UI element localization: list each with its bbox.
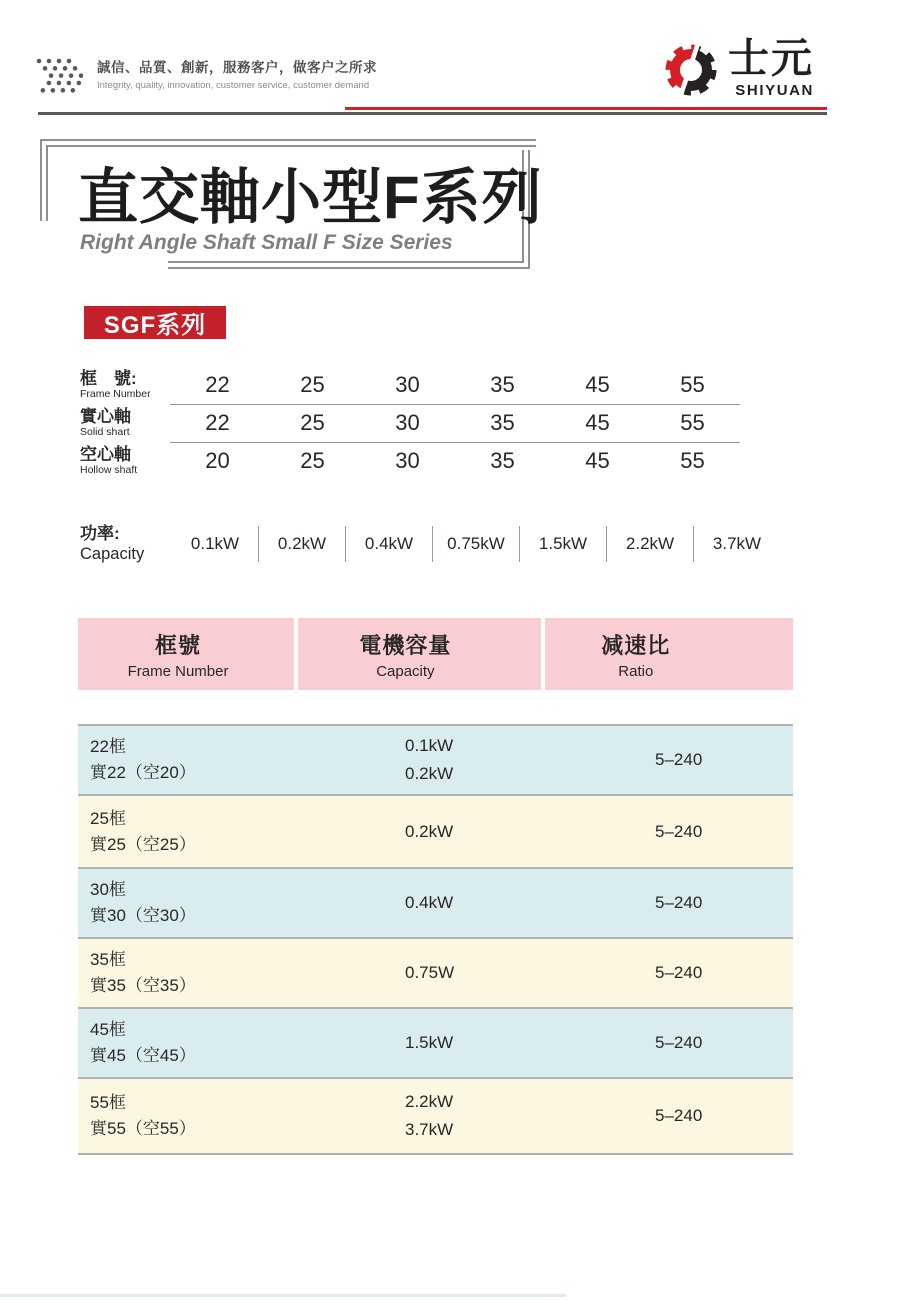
capacity-line: 0.75W	[405, 963, 455, 982]
spec-row-label-en: Solid shart	[80, 426, 130, 439]
table-row	[78, 1007, 793, 1077]
spec-value: 25	[300, 371, 325, 397]
header-capacity-zh: 電機容量	[359, 632, 452, 658]
capacity-value: 0.4kW	[345, 526, 432, 562]
capacity-value: 3.7kW	[693, 526, 780, 562]
ratio-value: 5–240	[655, 1033, 703, 1052]
spec-row-label-zh: 框 號:	[80, 368, 137, 388]
page-subtitle: Right Angle Shaft Small F Size Series	[80, 231, 453, 254]
capacity-cell	[319, 1079, 577, 1153]
ratio-cell	[577, 796, 793, 867]
frame-cell	[78, 1009, 319, 1077]
capacity-label-zh: 功率:	[80, 524, 120, 543]
ratio-value: 5–240	[655, 821, 703, 841]
capacity-line: 0.1kW	[405, 736, 454, 755]
frame-line2: 實35（空35）	[90, 976, 196, 995]
capacity-values	[172, 526, 780, 562]
spec-row-values	[170, 404, 740, 443]
spec-value: 45	[585, 409, 610, 435]
brand-slogan-block	[35, 56, 377, 98]
spec-row-label-en: Hollow shaft	[80, 464, 138, 477]
frame-line1: 30框	[90, 880, 126, 899]
header-frame-en: Frame Number	[127, 662, 229, 680]
spec-value: 55	[680, 448, 705, 473]
spec-value: 55	[680, 371, 705, 397]
capacity-cell	[319, 869, 577, 937]
header-dark-rule	[38, 112, 827, 115]
header-red-rule	[345, 107, 827, 110]
bottom-hairline	[0, 1294, 566, 1297]
frame-cell	[78, 1079, 319, 1153]
logo-name-zh: 士元	[728, 35, 814, 81]
capacity-line: 0.4kW	[405, 893, 454, 912]
header-capacity-en: Capacity	[376, 662, 435, 680]
spec-row-values	[170, 442, 740, 480]
spec-value: 55	[680, 409, 705, 435]
frame-line2: 實55（空55）	[90, 1119, 196, 1138]
table-row	[78, 867, 793, 937]
capacity-value: 0.1kW	[190, 533, 240, 553]
header-cell-capacity	[298, 618, 544, 690]
spec-row-label	[80, 446, 170, 477]
capacity-line: 1.5kW	[405, 1033, 454, 1052]
capacity-line: 0.2kW	[405, 821, 454, 841]
spec-row	[80, 404, 740, 442]
spec-row-values	[170, 366, 740, 405]
frame-line2: 實30（空30）	[90, 906, 196, 925]
ratio-table	[78, 618, 793, 1155]
capacity-label-en: Capacity	[80, 544, 145, 563]
capacity-cell	[319, 796, 577, 867]
slogan-en: Integrity, quality, innovation, customer service, customer demand	[97, 80, 370, 91]
spec-value: 20	[205, 448, 230, 473]
spec-row-label	[80, 408, 170, 439]
capacity-strip	[80, 524, 780, 564]
slogan-zh: 誠信、品質、創新，服務客户，做客户之所求	[97, 60, 377, 75]
frame-cell	[78, 869, 319, 937]
spec-value: 45	[585, 448, 610, 473]
capacity-line: 2.2kW	[405, 1092, 454, 1111]
spec-value: 30	[395, 371, 420, 397]
header-ratio-en: Ratio	[618, 662, 654, 680]
frame-cell	[78, 726, 319, 794]
spec-value: 22	[205, 409, 230, 435]
spec-value: 25	[300, 409, 325, 435]
dotted-double-chevron-icon	[35, 58, 83, 98]
table-row	[78, 726, 793, 794]
spec-row-label-en: Frame Number	[80, 388, 151, 401]
frame-line1: 25框	[90, 808, 126, 828]
capacity-value: 0.2kW	[258, 526, 345, 562]
gear-icon	[660, 36, 722, 102]
frame-line1: 45框	[90, 1020, 126, 1039]
series-badge: SGF系列	[84, 306, 226, 339]
spec-value: 35	[490, 409, 515, 435]
spec-value: 30	[395, 409, 420, 435]
ratio-cell	[577, 869, 793, 937]
frame-line1: 35框	[90, 950, 126, 969]
frame-line2: 實45（空45）	[90, 1046, 196, 1065]
capacity-cell	[319, 726, 577, 794]
spec-row-label	[80, 370, 170, 401]
frame-line2: 實22（空20）	[90, 763, 196, 782]
capacity-cell	[319, 939, 577, 1007]
ratio-cell	[577, 726, 793, 794]
ratio-value: 5–240	[655, 1106, 703, 1125]
spec-row-label-zh: 實心軸	[80, 406, 131, 426]
frame-cell	[78, 939, 319, 1007]
header-cell-frame	[78, 618, 298, 690]
capacity-value: 2.2kW	[606, 526, 693, 562]
frame-cell	[78, 796, 319, 867]
company-logo	[660, 36, 814, 102]
spec-table	[80, 366, 740, 480]
table-row	[78, 1077, 793, 1153]
capacity-cell	[319, 1009, 577, 1077]
spec-value: 22	[205, 371, 230, 397]
spec-table-rows	[80, 366, 740, 480]
ratio-value: 5–240	[655, 750, 703, 769]
ratio-value: 5–240	[655, 893, 703, 912]
ratio-value: 5–240	[655, 963, 703, 982]
header-cell-ratio	[545, 618, 793, 690]
ratio-table-header	[78, 618, 793, 690]
spec-value: 30	[395, 448, 420, 473]
spec-value: 35	[490, 448, 515, 473]
frame-line1: 22框	[90, 737, 126, 756]
header-frame-zh: 框號	[155, 632, 202, 658]
spec-value: 45	[585, 371, 610, 397]
ratio-cell	[577, 939, 793, 1007]
header-ratio-zh: 减速比	[601, 632, 671, 658]
capacity-value: 1.5kW	[519, 526, 606, 562]
ratio-cell	[577, 1009, 793, 1077]
spec-row	[80, 366, 740, 404]
capacity-line: 3.7kW	[405, 1120, 454, 1139]
capacity-line: 0.2kW	[405, 764, 454, 783]
spec-row	[80, 442, 740, 480]
frame-line2: 實25（空25）	[90, 834, 196, 854]
ratio-table-body	[78, 724, 793, 1155]
ratio-cell	[577, 1079, 793, 1153]
frame-line1: 55框	[90, 1093, 126, 1112]
page-title: 直交軸小型F系列	[78, 164, 543, 231]
spec-value: 35	[490, 371, 515, 397]
capacity-value: 0.75kW	[432, 526, 519, 562]
logo-name-en: SHIYUAN	[735, 82, 814, 99]
spec-value: 25	[300, 448, 325, 473]
spec-row-label-zh: 空心軸	[80, 444, 131, 464]
table-row	[78, 794, 793, 867]
table-row	[78, 937, 793, 1007]
